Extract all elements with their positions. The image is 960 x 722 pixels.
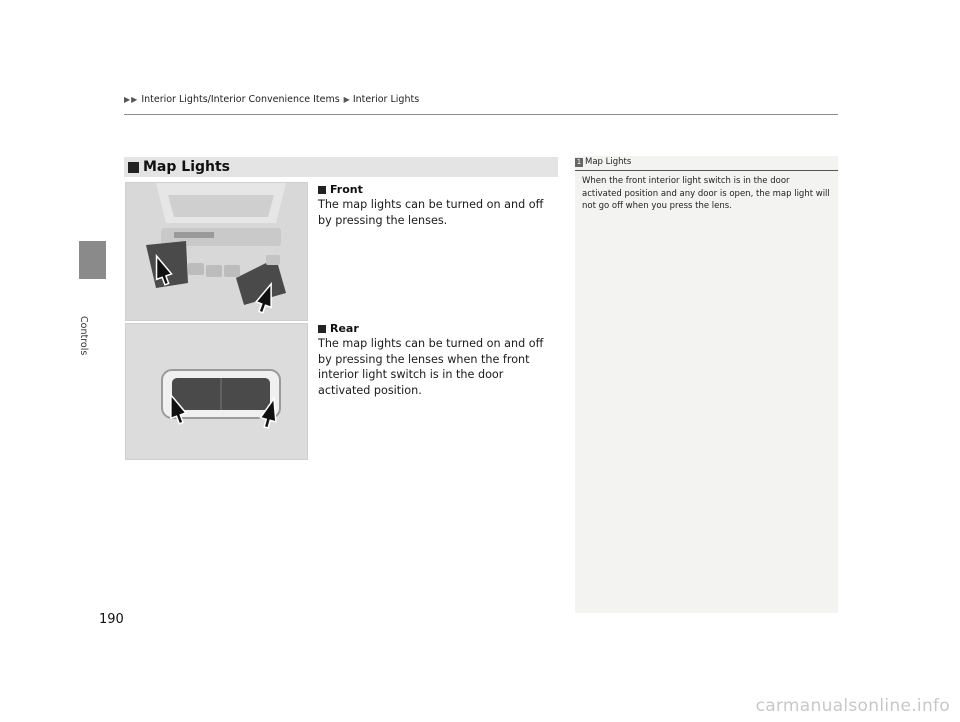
note-divider	[575, 170, 838, 171]
triangle-right-icon: ▶	[343, 95, 350, 104]
front-heading-label: Front	[330, 183, 363, 196]
note-panel	[575, 156, 838, 613]
watermark: carmanualsonline.info	[755, 696, 950, 716]
rear-description: The map lights can be turned on and off by pressing the lenses when the front interior light switch is in the door activated position.	[318, 337, 544, 397]
note-text: When the front interior light switch is in the door activated position and any door is open, the map light will not go off when you press the lens.	[582, 176, 830, 211]
rear-heading-label: Rear	[330, 322, 359, 335]
breadcrumb-parent: Interior Lights/Interior Convenience Items	[141, 94, 340, 105]
chapter-tab	[79, 241, 106, 279]
header-divider	[124, 114, 838, 115]
page-number: 190	[99, 612, 124, 627]
chapter-label: Controls	[78, 316, 89, 356]
section-square-icon	[128, 162, 139, 173]
subsection-square-icon	[318, 325, 326, 333]
note-number-icon: 1	[576, 157, 582, 166]
rear-heading	[318, 322, 359, 335]
front-heading	[318, 183, 363, 196]
section-header	[124, 157, 558, 177]
section-title: Map Lights	[143, 159, 231, 175]
front-description: The map lights can be turned on and off by pressing the lenses.	[318, 198, 544, 227]
subsection-square-icon	[318, 186, 326, 194]
note-header	[575, 157, 631, 167]
front-map-lights-image	[125, 182, 308, 321]
triangle-right-icon: ▶	[131, 95, 138, 104]
breadcrumb	[124, 94, 419, 105]
triangle-right-icon: ▶	[124, 95, 131, 104]
rear-map-lights-image	[125, 323, 308, 460]
breadcrumb-current: Interior Lights	[352, 94, 420, 105]
note-title: Map Lights	[585, 157, 632, 167]
